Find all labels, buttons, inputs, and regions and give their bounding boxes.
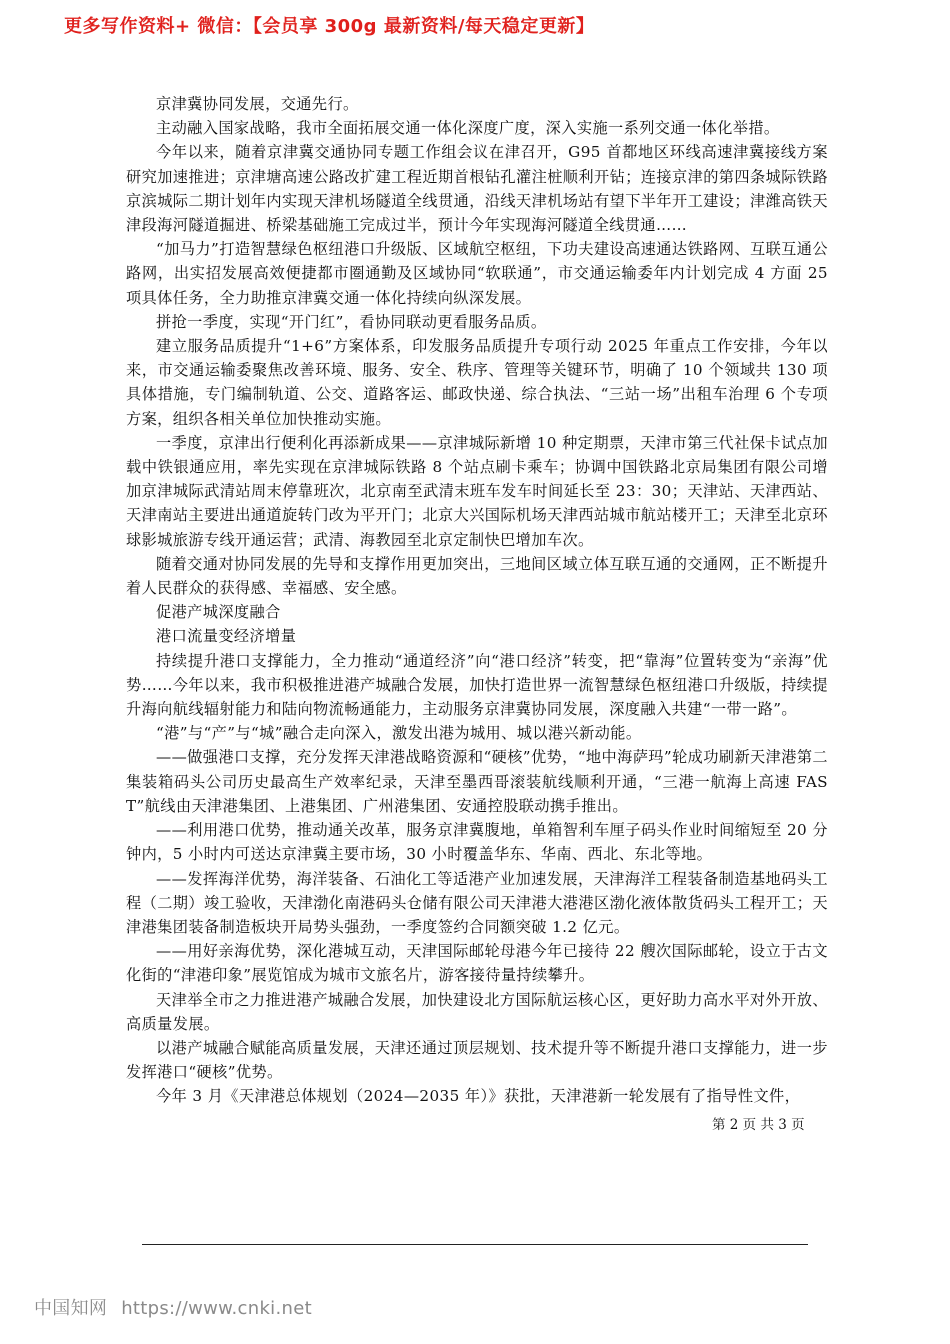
page-number: 第 2 页 共 3 页 [712, 1117, 805, 1133]
paragraph: “加马力”打造智慧绿色枢纽港口升级版、区域航空枢纽，下功夫建设高速通达铁路网、互联互通公路网，出实招发展高效便捷都市圈通勤及区域协同“软联通”，市交通运输委年内计划完成 4 方面 25 项具体任务，全力助推京津冀交通一体化持续向纵深发展。 [126, 240, 828, 307]
paragraph: 主动融入国家战略，我市全面拓展交通一体化深度广度，深入实施一系列交通一体化举措。 [156, 119, 780, 138]
watermark-url[interactable]: https://www.cnki.net [121, 1298, 312, 1319]
paragraph: 随着交通对协同发展的先导和支撑作用更加突出，三地间区域立体互联互通的交通网，正不断提升着人民群众的获得感、幸福感、安全感。 [126, 554, 828, 598]
cnki-watermark [34, 1294, 312, 1320]
paragraph: 拼抢一季度，实现“开门红”，看协同联动更看服务品质。 [156, 312, 547, 331]
article-body [126, 92, 828, 1109]
paragraph: ——用好亲海优势，深化港城互动，天津国际邮轮母港今年已接待 22 艘次国际邮轮，设立于古文化街的“津港印象”展览馆成为城市文旅名片，游客接待量持续攀升。 [126, 942, 828, 985]
watermark-site-name: 中国知网 [34, 1298, 108, 1319]
paragraph: 今年 3 月《天津港总体规划（2024—2035 年）》获批，天津港新一轮发展有了指导性文件， [156, 1087, 801, 1106]
paragraph: ——做强港口支撑，充分发挥天津港战略资源和“硬核”优势，“地中海萨玛”轮成功刷新天津港第二集装箱码头公司历史最高生产效率纪录，天津至墨西哥滚装航线顺利开通，“三港一航海上高速 FAST”航线由天津港集团、上港集团、广州港集团、安通控股联动携手推出。 [126, 748, 828, 815]
paragraph: 今年以来，随着京津冀交通协同专题工作组会议在津召开，G95 首都地区环线高速津冀接线方案研究加速推进；京津塘高速公路改扩建工程近期首根钻孔灌注桩顺利开钻；连接京津的第四条城际铁路京滨城际二期计划年内实现天津机场隧道全线贯通，沿线天津机场站有望下半年开工建设；津潍高铁天津段海河隧道掘进、桥梁基础施工完成过半，预计今年实现海河隧道全线贯通…… [126, 143, 828, 235]
paragraph: 持续提升港口支撑能力，全力推动“通道经济”向“港口经济”转变，把“靠海”位置转变为“亲海”优势……今年以来，我市积极推进港产城融合发展，加快打造世界一流智慧绿色枢纽港口升级版，持续提升海向航线辐射能力和陆向物流畅通能力，主动服务京津冀协同发展，深度融入共建“一带一路”。 [126, 651, 828, 719]
paragraph: 天津举全市之力推进港产城融合发展，加快建设北方国际航运核心区，更好助力高水平对外开放、高质量发展。 [126, 990, 828, 1033]
paragraph: “港”与“产”与“城”融合走向深入，激发出港为城用、城以港兴新动能。 [156, 724, 642, 743]
footer-divider [142, 1244, 808, 1245]
section-subheading: 港口流量变经济增量 [156, 627, 297, 646]
paragraph: ——发挥海洋优势，海洋装备、石油化工等适港产业加速发展，天津海洋工程装备制造基地码头工程（二期）竣工验收，天津渤化南港码头仓储有限公司天津港大港港区渤化液体散货码头工程开工；天津港集团装备制造板块开局势头强劲，一季度签约合同额突破 1.2 亿元。 [126, 869, 828, 936]
paragraph: 以港产城融合赋能高质量发展，天津还通过顶层规划、技术提升等不断提升港口支撑能力，进一步发挥港口“硬核”优势。 [126, 1038, 828, 1082]
paragraph: 京津冀协同发展，交通先行。 [156, 95, 359, 113]
paragraph: 建立服务品质提升“1+6”方案体系，印发服务品质提升专项行动 2025 年重点工作安排，今年以来，市交通运输委聚焦改善环境、服务、安全、秩序、管理等关键环节，明确了 10 个领域共 130 项具体措施，专门编制轨道、公交、道路客运、邮政快递、综合执法、“三站一场”出租车治理 6 个专项方案，组织各相关单位加快推动实施。 [126, 337, 828, 428]
section-heading: 促港产城深度融合 [156, 603, 281, 622]
paragraph: ——利用港口优势，推动通关改革，服务京津冀腹地，单箱智利车厘子码头作业时间缩短至 20 分钟内，5 小时内可送达京津冀主要市场，30 小时覆盖华东、华南、西北、东北等地。 [126, 821, 828, 864]
promo-banner: 更多写作资料+ 微信：【会员享 300g 最新资料/每天稳定更新】 [64, 16, 595, 37]
paragraph: 一季度，京津出行便利化再添新成果——京津城际新增 10 种定期票，天津市第三代社保卡试点加载中铁银通应用，率先实现在京津城际铁路 8 个站点刷卡乘车；协调中国铁路北京局集团有限公司增加京津城际武清站周末停靠班次，北京南至武清末班车发车时间延长至 23：30；天津站、天津西站、天津南站主要进出通道旋转门改为平开门；北京大兴国际机场天津西站城市航站楼开工；天津至北京环球影城旅游专线开通运营；武清、海教园至北京定制快巴增加车次。 [126, 433, 828, 549]
